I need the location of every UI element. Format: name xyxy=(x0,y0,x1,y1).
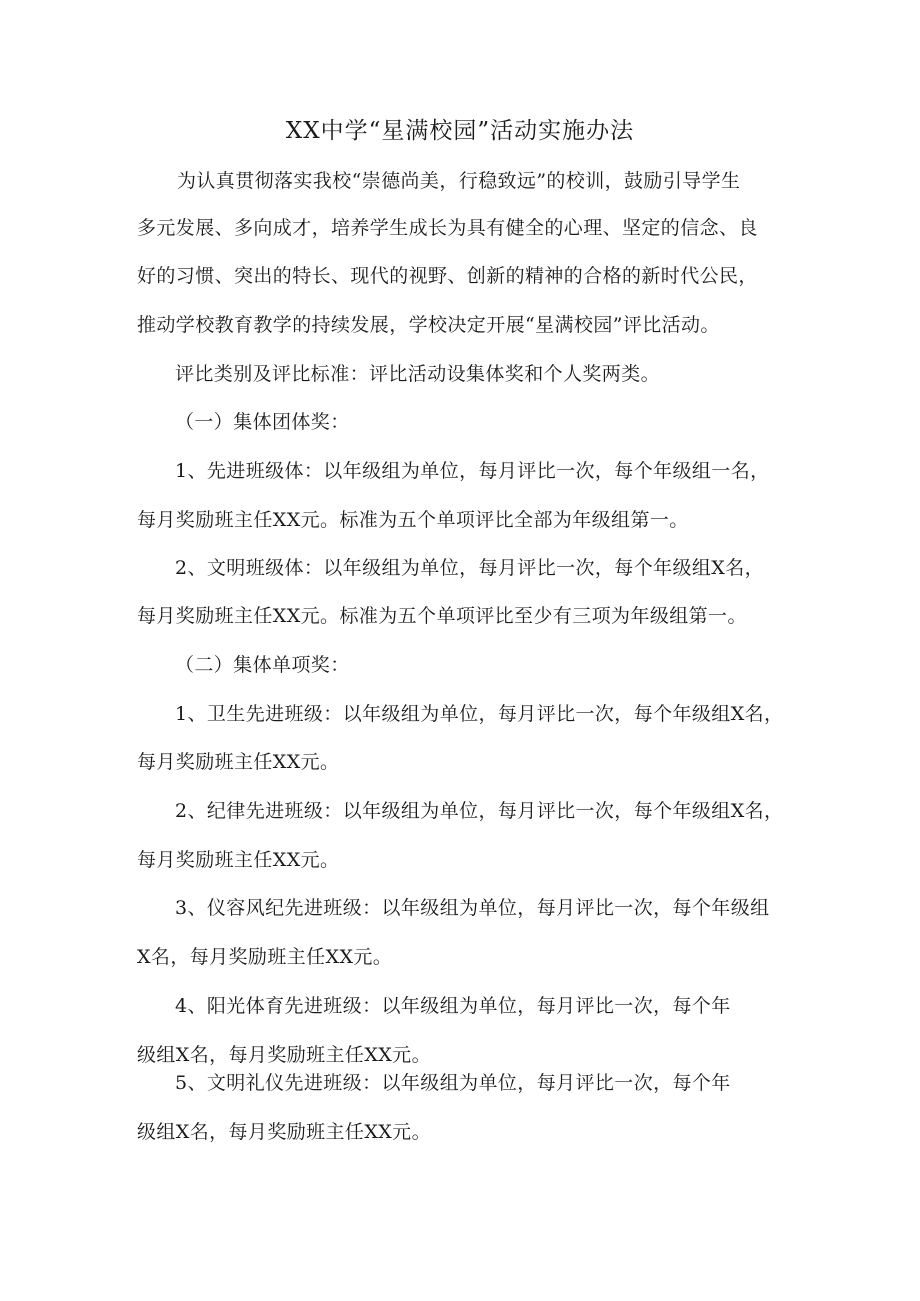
paragraph-line: 推动学校教育教学的持续发展，学校决定开展“星满校园”评比活动。 xyxy=(137,314,720,336)
paragraph-line: 每月奖励班主任XX元。标准为五个单项评比全部为年级组第一。 xyxy=(137,509,689,531)
section-heading: （二）集体单项奖： xyxy=(175,654,350,676)
paragraph-line: 评比类别及评比标准：评比活动设集体奖和个人奖两类。 xyxy=(175,363,661,385)
paragraph-line: 为认真贯彻落实我校“崇德尚美，行稳致远”的校训，鼓励引导学生 xyxy=(177,170,741,192)
paragraph-line: 2、文明班级体：以年级组为单位，每月评比一次，每个年级组X名， xyxy=(175,557,765,579)
document-title: XX中学“星满校园”活动实施办法 xyxy=(285,118,635,144)
paragraph-line: 多元发展、多向成才，培养学生成长为具有健全的心理、坚定的信念、良 xyxy=(137,217,758,239)
paragraph-line: 1、卫生先进班级：以年级组为单位，每月评比一次，每个年级组X名， xyxy=(175,703,784,725)
paragraph-line: 3、仪容风纪先进班级：以年级组为单位，每月评比一次，每个年级组 xyxy=(175,897,770,919)
paragraph-line: 级组X名，每月奖励班主任XX元。 xyxy=(137,1044,431,1066)
paragraph-line: 4、阳光体育先进班级：以年级组为单位，每月评比一次，每个年 xyxy=(175,995,731,1017)
paragraph-line: X名，每月奖励班主任XX元。 xyxy=(137,946,393,968)
paragraph-line: 级组X名，每月奖励班主任XX元。 xyxy=(137,1121,431,1143)
paragraph-line: 好的习惯、突出的特长、现代的视野、创新的精神的合格的新时代公民， xyxy=(137,265,758,287)
paragraph-line: 2、纪律先进班级：以年级组为单位，每月评比一次，每个年级组X名， xyxy=(175,800,784,822)
section-heading: （一）集体团体奖： xyxy=(175,411,350,433)
paragraph-line: 每月奖励班主任XX元。 xyxy=(137,849,340,871)
paragraph-line: 每月奖励班主任XX元。标准为五个单项评比至少有三项为年级组第一。 xyxy=(137,605,747,627)
paragraph-line: 5、文明礼仪先进班级：以年级组为单位，每月评比一次，每个年 xyxy=(175,1072,731,1094)
paragraph-line: 每月奖励班主任XX元。 xyxy=(137,751,340,773)
paragraph-line: 1、先进班级体：以年级组为单位，每月评比一次，每个年级组一名， xyxy=(175,460,770,482)
